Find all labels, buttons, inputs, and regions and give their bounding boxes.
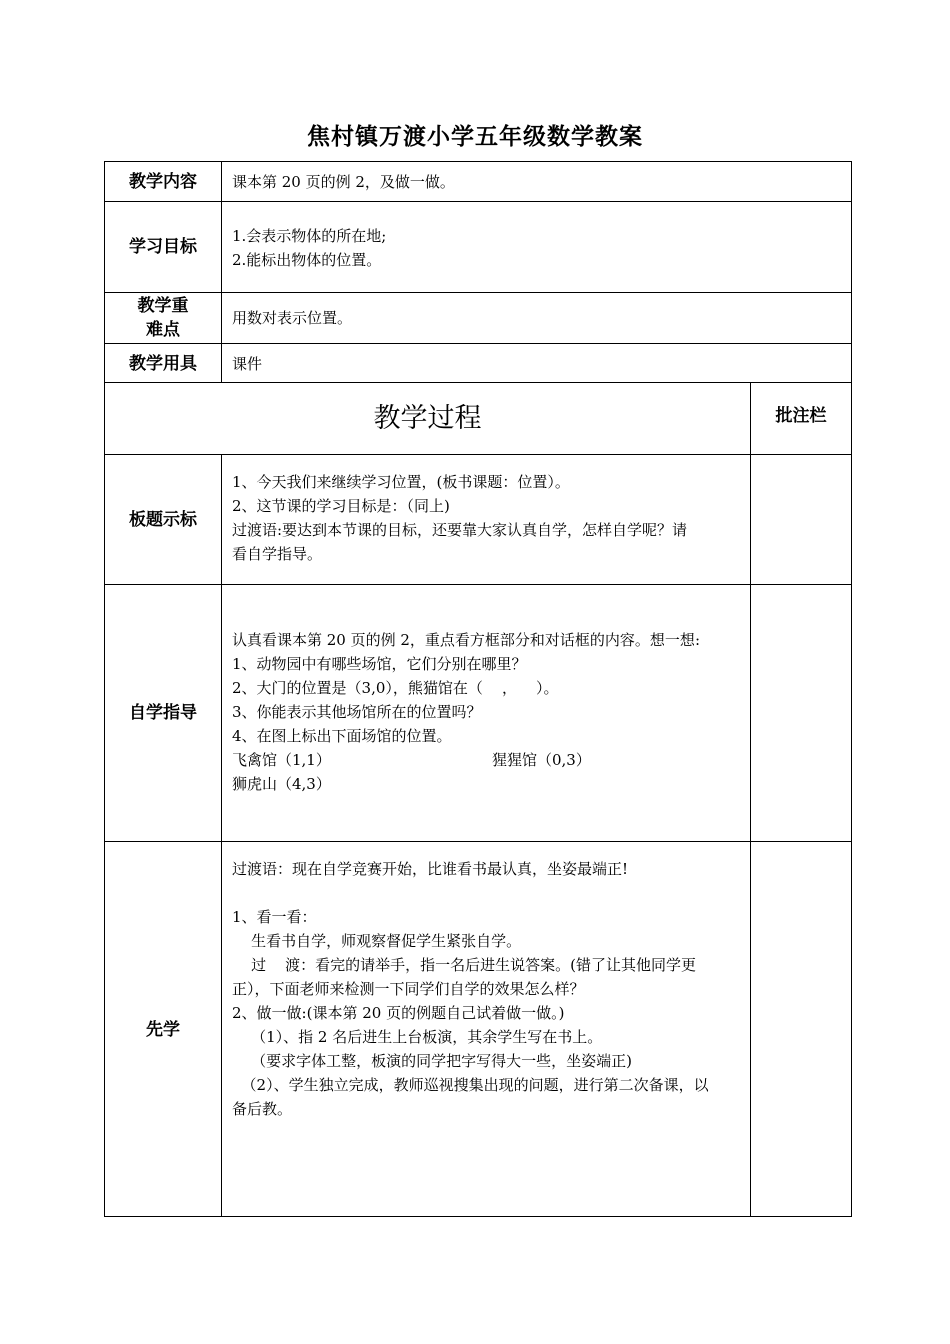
- prelearn-line: [232, 881, 709, 905]
- goal-line: 1.会表示物体的所在地;: [232, 227, 387, 245]
- prelearn-text: [232, 857, 709, 1121]
- tools-value: 课件: [232, 355, 263, 373]
- prelearn-line: 1、看一看：: [232, 908, 317, 926]
- page-title: 焦村镇万渡小学五年级数学教案: [307, 124, 643, 150]
- content-label: 教学内容: [129, 171, 197, 192]
- guide-line: 认真看课本第 20 页的例 2，重点看方框部分和对话框的内容。想一想:: [232, 631, 700, 649]
- goals-label: 学习目标: [129, 237, 197, 257]
- prelearn-line: 正），下面老师来检测一下同学们自学的效果怎么样？: [232, 980, 585, 998]
- venue-bird: 飞禽馆（1,1）: [232, 751, 331, 769]
- goals-text: [232, 224, 386, 272]
- board-line: 2、这节课的学习目标是：（同上): [232, 497, 450, 515]
- venue-lion: 狮虎山（4,3）: [232, 775, 331, 793]
- label-column-divider: [221, 454, 222, 1217]
- guide-text: [232, 628, 700, 796]
- venue-line: [232, 748, 700, 772]
- guide-label: 自学指导: [129, 703, 197, 723]
- notes-column-divider: [750, 382, 751, 1217]
- info-table-divider: [221, 161, 222, 383]
- prelearn-line: （1）、指 2 名后进生上台板演，其余学生写在书上。: [232, 1028, 603, 1046]
- board-line: 看自学指导。: [232, 545, 323, 563]
- prelearn-line: （2）、学生独立完成，教师巡视搜集出现的问题，进行第二次备课，以: [232, 1076, 709, 1094]
- board-line: 过渡语:要达到本节课的目标，还要靠大家认真自学，怎样自学呢？请: [232, 521, 688, 539]
- keypoints-label-line2: 难点: [146, 320, 180, 340]
- prelearn-line: 备后教。: [232, 1100, 293, 1118]
- guide-line: 2、大门的位置是（3,0），熊猫馆在（ ， ）。: [232, 679, 559, 697]
- tools-label: 教学用具: [129, 353, 197, 374]
- board-line: 1、今天我们来继续学习位置，(板书课题：位置）。: [232, 473, 570, 491]
- keypoints-value: 用数对表示位置。: [232, 309, 353, 327]
- prelearn-label: 先学: [146, 1019, 180, 1040]
- guide-line: 4、在图上标出下面场馆的位置。: [232, 727, 452, 745]
- content-value: 课本第 20 页的例 2，及做一做。: [232, 173, 455, 191]
- goal-line: 2.能标出物体的位置。: [232, 251, 382, 269]
- board-label: 板题示标: [129, 509, 197, 530]
- prelearn-line: 2、做一做:(课本第 20 页的例题自己试着做一做。): [232, 1004, 565, 1022]
- keypoints-label: [105, 293, 221, 343]
- notes-heading: 批注栏: [775, 405, 827, 426]
- prelearn-line: （要求字体工整，板演的同学把字写得大一些，坐姿端正): [232, 1052, 632, 1070]
- guide-line: 3、你能表示其他场馆所在的位置吗？: [232, 703, 482, 721]
- board-text: [232, 470, 687, 566]
- keypoints-label-line1: 教学重: [137, 296, 189, 316]
- prelearn-line: 过渡语：现在自学竞赛开始，比谁看书最认真，坐姿最端正!: [232, 860, 629, 878]
- venue-ape: 猩猩馆（0,3）: [492, 751, 591, 769]
- guide-line: 1、动物园中有哪些场馆，它们分别在哪里？: [232, 655, 527, 673]
- prelearn-line: 生看书自学，师观察督促学生紧张自学。: [232, 932, 522, 950]
- process-heading: 教学过程: [373, 402, 482, 434]
- prelearn-line: 过 渡：看完的请举手，指一名后进生说答案。(错了让其他同学更: [232, 956, 696, 974]
